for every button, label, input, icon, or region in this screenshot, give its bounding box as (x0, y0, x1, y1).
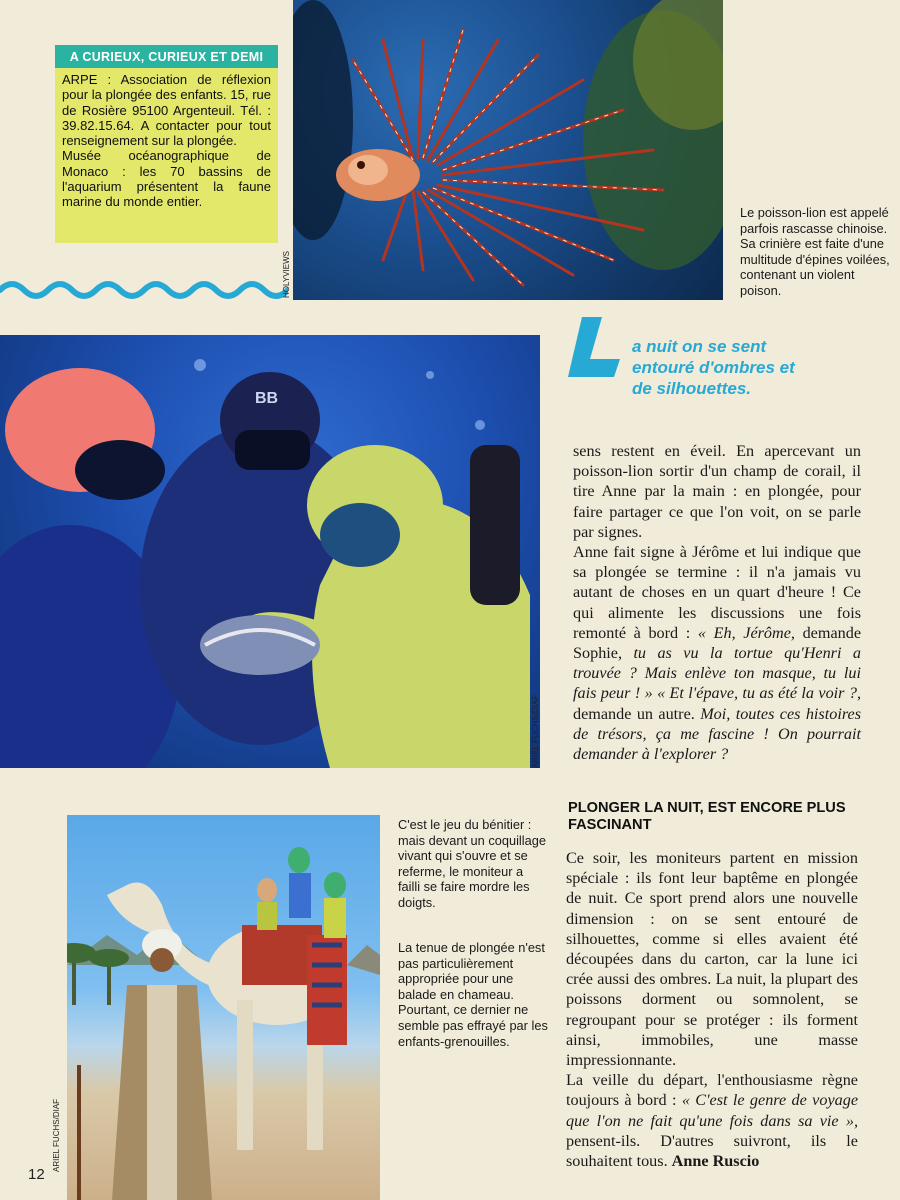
article-paragraph-1: sens restent en éveil. En apercevant un poisson-lion sortir d'un champ de corail, il tire Anne par la main : en plongée, pour faire partager ce que l'on voit, on se parle par signes. (573, 442, 861, 541)
p2-quote-2: tu as vu la tortue qu'Henri a trouvée ? Mais enlève ton masque, tu lui fais peur ! » « Et l'épave, tu as été la voir ?, (573, 644, 861, 703)
lionfish-photo-credit: HOLYVIEWS (282, 251, 291, 298)
info-arpe-label: ARPE (62, 72, 98, 87)
p2-text-a: Anne fait signe à Jérôme et lui indique que sa plongée se termine : il n'a jamais vu autant de choses en un quart d'heure ! Ce qui alimente les discussions une fois remonté à bord : (573, 543, 861, 642)
camel-illustration (67, 815, 380, 1200)
pullquote-text: a nuit on se sent entouré d'ombres et de silhouettes. (632, 337, 795, 398)
divers-photo-credit: ARIEL FUCHS/DIAF (531, 694, 540, 768)
divers-illustration (0, 335, 540, 768)
p2-text-b: demande Sophie, (573, 623, 862, 663)
divers-photo (0, 335, 540, 768)
section-heading: PLONGER LA NUIT, EST ENCORE PLUS FASCINANT (568, 800, 846, 833)
camel-photo-credit: ARIEL FUCHS/DIAF (52, 1098, 61, 1172)
article-author: Anne Ruscio (671, 1152, 760, 1171)
info-arpe-text: : Association de réflexion pour la plongée des enfants. 15, rue de Rosière 95100 Argenteuil. Tél. : 39.82.15.64. A contacter pour tout renseignement sur la plongée. (62, 72, 271, 149)
pullquote (568, 336, 798, 399)
benitier-caption: C'est le jeu du bénitier : mais devant un coquillage vivant qui s'ouvre et se referme, le moniteur a failli se faire mordre les doigts. (398, 817, 546, 910)
info-musee-text: Musée océanographique de Monaco : les 70 bassins de l'aquarium présentent la faune marine du monde entier. (62, 148, 271, 210)
p4-text-b: pensent-ils. D'autres suivront, ils le souhaitent tous. (566, 1131, 858, 1171)
svg-text:BB: BB (255, 390, 279, 407)
page-number: 12 (28, 1166, 45, 1183)
p2-text-c: demande un autre. (573, 704, 701, 723)
article-paragraph-4 (566, 1070, 858, 1171)
wave-decoration (0, 276, 288, 302)
article-column-bottom (566, 848, 858, 1171)
p4-quote: « C'est le genre de voyage que l'on ne fait qu'une fois dans sa vie », (566, 1091, 859, 1130)
info-box-title: A CURIEUX, CURIEUX ET DEMI (55, 45, 278, 68)
lionfish-illustration (293, 0, 723, 300)
info-box-body (55, 68, 278, 210)
article-paragraph-2 (573, 542, 861, 764)
camel-photo (67, 815, 380, 1200)
camel-caption: La tenue de plongée n'est pas particulièrement appropriée pour une balade en chameau. Pourtant, ce dernier ne semble pas effrayé par les enfants-grenouilles. (398, 940, 548, 1049)
p2-quote-1: « Eh, Jérôme, (697, 623, 795, 642)
p2-quote-3: Moi, toutes ces histoires de trésors, ça me fascine ! On pourrait demander à l'explorer ? (573, 704, 862, 764)
lionfish-caption: Le poisson-lion est appelé parfois rascasse chinoise. Sa crinière est faite d'une multitude d'épines voilées, contenant un violent poison. (740, 205, 890, 298)
info-box (55, 45, 278, 243)
p4-text-a: La veille du départ, l'enthousiasme règne toujours à bord : (566, 1071, 858, 1110)
article-paragraph-3: Ce soir, les moniteurs partent en mission spéciale : ils font leur baptême en plongée de nuit. Ce sport prend alors une nouvelle dimension : on se sent entouré de silhouettes, comme si elles avaient été découpées dans du carton, car la lune ici crée aussi des ombres. La nuit, la plupart des poissons dorment ou somnolent, se regroupant pour se protéger : ils forment ainsi, immobiles, une masse impressionnante. (566, 849, 858, 1070)
lionfish-photo (293, 0, 723, 300)
article-column-top (573, 441, 861, 764)
